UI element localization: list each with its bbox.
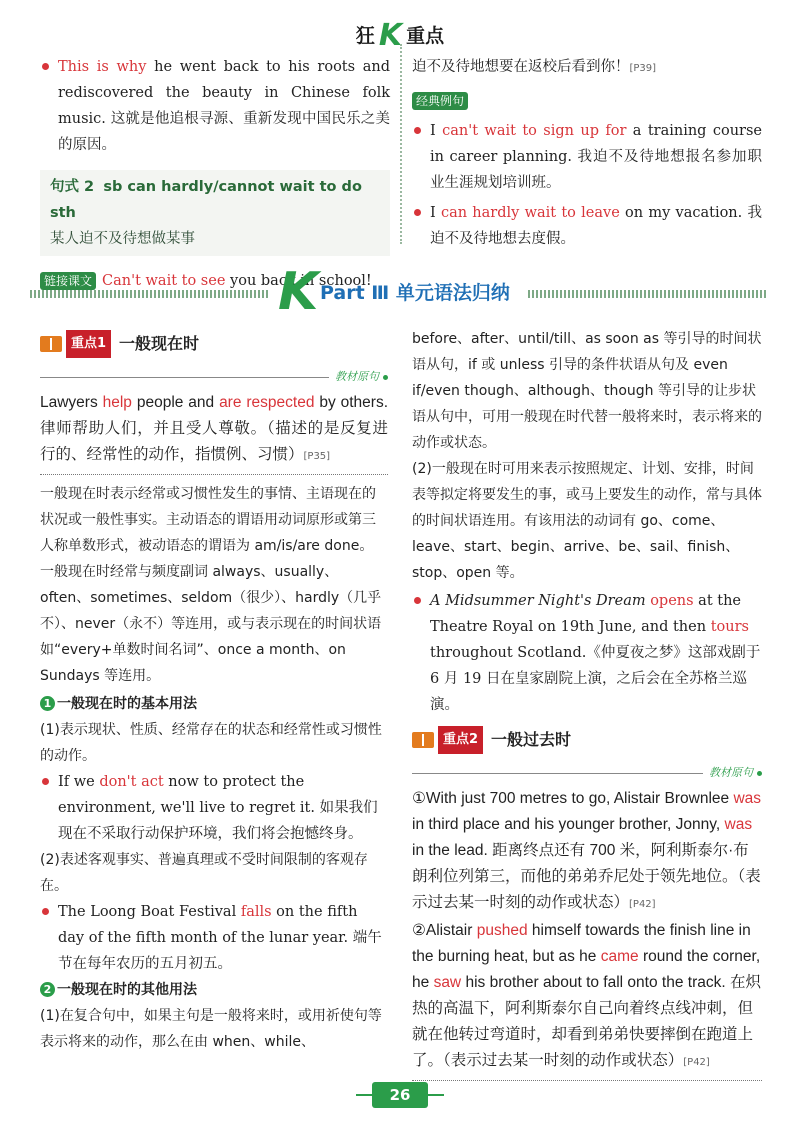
key-point-heading: 重点2 一般过去时 bbox=[412, 726, 762, 754]
part-title: Part Ⅲ 单元语法归纳 bbox=[320, 282, 510, 304]
subheading: 2 一般现在时的其他用法 bbox=[40, 977, 388, 1003]
link-tag: 链接课文 bbox=[40, 272, 96, 290]
example-sentence: A Midsummer Night's Dream opens at the Theatre Royal on 19th June, and then tours throughout Scotland.《仲夏夜之梦》这部戏剧于 6 月 19 日在皇家剧院上演，之后会在全苏格兰巡演。 bbox=[412, 588, 762, 718]
subheading: 1 一般现在时的基本用法 bbox=[40, 691, 388, 717]
book-icon bbox=[412, 732, 434, 748]
example-sentence: If we don't act now to protect the environment, we'll live to regret it. 如果我们现在不采取行动保护环境，我们将会抱憾终身。 bbox=[40, 769, 388, 847]
page-number: 26 bbox=[372, 1082, 428, 1108]
paragraph: 一般现在时经常与频度副词 always、usually、often、sometimes、seldom（很少）、hardly（几乎不）、never（永不）等连用，或与表示现在的时间状语如“every+单数时间名词”、once a month、on Sundays 等连用。 bbox=[40, 564, 382, 684]
right-column bbox=[412, 326, 762, 1087]
example-sentence: The Loong Boat Festival falls on the fifth day of the fifth month of the lunar year. 端午节在每年农历的五月初五。 bbox=[40, 899, 388, 977]
column-divider bbox=[400, 44, 402, 244]
k-logo-icon: K bbox=[278, 262, 319, 322]
source-label: 教材原句 bbox=[412, 760, 762, 786]
textbook-sentence: ①With just 700 metres to go, Alistair Brownlee was in third place and his younger brother, Jonny, was in the lead. 距离终点还有 700 米，阿利斯泰尔·布朗利位列第三，而他的弟弟乔尼处于领先地位。（表示过去某一时刻的动作或状态）[P42] bbox=[412, 790, 762, 911]
dotted-rule bbox=[528, 290, 768, 298]
source-label: 教材原句 bbox=[40, 364, 388, 390]
k-logo-icon: K bbox=[378, 18, 403, 53]
paragraph: (2)表述客观事实、普遍真理或不受时间限制的客观存在。 bbox=[40, 852, 368, 894]
classic-example-tag: 经典例句 bbox=[412, 92, 468, 110]
top-right-column bbox=[412, 54, 762, 252]
paragraph: (1)表示现状、性质、经常存在的状态和经常性或习惯性的动作。 bbox=[40, 722, 382, 764]
paragraph: before、after、until/till、as soon as 等引导的时间状语从句，if 或 unless 引导的条件状语从句及 even if/even though、although、though 等引导的让步状语从句中，可用一般现在时代替一般将来时，表示将来的动作或状态。 bbox=[412, 331, 762, 451]
book-icon bbox=[40, 336, 62, 352]
dotted-divider bbox=[40, 474, 388, 475]
pattern-label: 句式 2 bbox=[50, 179, 95, 195]
paragraph: (1)在复合句中，如果主句是一般将来时，或用祈使句等表示将来的动作，那么在由 when、while、 bbox=[40, 1008, 382, 1050]
pattern-cn: 某人迫不及待想做某事 bbox=[50, 231, 195, 247]
textbook-link: 链接课文 Can't wait to see you back in school! bbox=[40, 268, 390, 294]
pattern-en: sb can hardly/cannot wait to do sth bbox=[50, 179, 362, 221]
textbook-sentence: Lawyers help people and are respected by others. 律师帮助人们，并且受人尊敬。（描述的是反复进行的、经常性的动作，指惯例、习惯）[P35] bbox=[40, 394, 388, 463]
paragraph: 一般现在时表示经常或习惯性发生的事情、主语现在的状况或一般性事实。主动语态的谓语用动词原形或第三人称单数形式，被动语态的谓语为 am/is/are done。 bbox=[40, 486, 376, 554]
left-column bbox=[40, 330, 388, 1055]
example-sentence: I can hardly wait to leave on my vacation. 我迫不及待地想去度假。 bbox=[412, 200, 762, 252]
key-point-heading: 重点1 一般现在时 bbox=[40, 330, 388, 358]
example-sentence: This is why he went back to his roots and rediscovered the beauty in Chinese folk music. 这就是他追根寻源、重新发现中国民乐之美的原因。 bbox=[40, 54, 390, 158]
header-pre: 狂 bbox=[355, 25, 375, 47]
example-sentence: I can't wait to sign up for a training course in career planning. 我迫不及待地想报名参加职业生涯规划培训班。 bbox=[412, 118, 762, 196]
dotted-divider bbox=[412, 1080, 762, 1081]
continued-text: 迫不及待地想要在返校后看到你！[P39] bbox=[412, 59, 657, 75]
sentence-pattern-box bbox=[40, 170, 390, 256]
header-post: 重点 bbox=[406, 25, 445, 47]
top-left-column bbox=[40, 54, 390, 294]
textbook-sentence: ②Alistair pushed himself towards the finish line in the burning heat, but as he came round the corner, he saw his brother about to fall onto the track. 在炽热的高温下，阿利斯泰尔自己向着终点线冲刺，但就在他转过弯道时，却看到弟弟快要摔倒在跑道上了。（表示过去某一时刻的动作或状态）[P42] bbox=[412, 922, 761, 1069]
paragraph: (2)一般现在时可用来表示按照规定、计划、安排，时间表等拟定将要发生的事，或马上要发生的动作，常与具体的时间状语连用。有该用法的动词有 go、come、leave、start、begin、arrive、be、sail、finish、stop、open 等。 bbox=[412, 461, 762, 581]
part-banner bbox=[20, 262, 780, 322]
dotted-rule bbox=[30, 290, 270, 298]
